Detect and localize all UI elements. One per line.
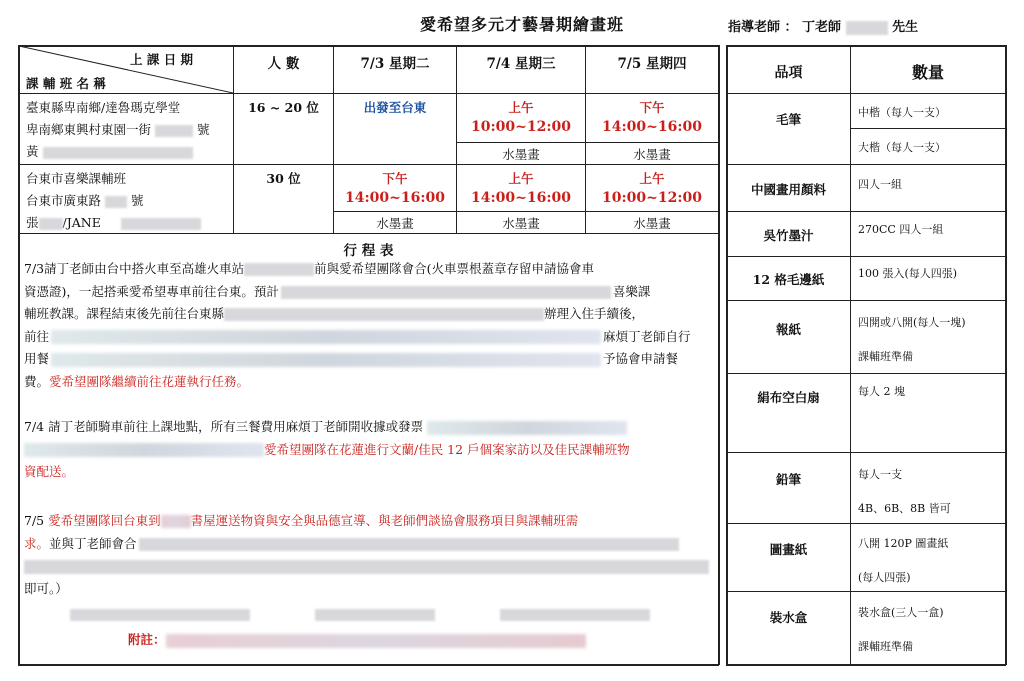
qty-water-box-2: 課輔班準備 [858, 640, 913, 653]
item-paper: 12 格毛邊紙 [752, 272, 825, 287]
qty-paper: 100 張入(每人四張) [858, 267, 958, 280]
qty-pencil-1: 每人一支 [858, 468, 902, 481]
qty-pencil-2: 4B、6B、8B 皆可 [858, 502, 951, 515]
itinerary-paragraph-3: 7/5 愛希望團隊回台東到 書屋運送物資與安全與品德宣導、與老師們談協會服務項目與課輔班需 求。並與丁老師會合 即可。） [24, 510, 714, 600]
materials-header-item: 品項 [774, 65, 803, 81]
row1-day3-period: 下午 [639, 100, 665, 115]
header-day-3: 7/5 星期四 [617, 56, 687, 72]
itinerary-heading: 行 程 表 [343, 243, 394, 259]
qty-water-box-1: 裝水盒(三人一盒) [858, 606, 944, 619]
item-pencil: 鉛筆 [775, 472, 801, 487]
teacher-label: 指導老師 ： 丁老師 [728, 20, 842, 35]
item-water-box: 裝水盒 [769, 610, 808, 625]
qty-brush-1: 中楷（每人一支） [858, 106, 946, 119]
qty-pigment: 四人一組 [858, 178, 902, 191]
row2-address: 台東市廣東路 號 [26, 193, 144, 208]
row2-contact: 張 /JANE [26, 213, 201, 231]
row1-day2-period: 上午 [508, 100, 534, 115]
qty-ink: 270CC 四人一組 [858, 223, 944, 236]
redacted-signature-line [70, 604, 650, 623]
qty-newspaper-2: 課輔班準備 [858, 350, 913, 363]
qty-fan: 每人 2 塊 [858, 385, 905, 398]
note-label: 附註： [128, 630, 586, 648]
row1-address: 卑南鄉東興村東園一街 號 [26, 122, 210, 137]
row1-contact: 黃 [26, 142, 193, 160]
header-date: 上 課 日 期 [130, 52, 194, 67]
item-ink: 吳竹墨汁 [763, 228, 814, 243]
item-drawing-paper: 圖畫紙 [769, 542, 808, 557]
row2-day3-subject: 水墨畫 [633, 216, 671, 231]
item-fan: 絹布空白扇 [757, 390, 820, 405]
header-count: 人 數 [267, 56, 300, 72]
item-newspaper: 報紙 [775, 322, 801, 337]
teacher-suffix: 先生 [892, 20, 919, 35]
row1-day3-subject: 水墨畫 [633, 147, 671, 162]
itinerary-paragraph-2: 7/4 請丁老師騎車前往上課地點，所有三餐費用麻煩丁老師開收據或發票 愛希望團隊在花蓮進行文蘭/佳民 12 戶個案家訪以及佳民課輔班物 資配送。 [24, 419, 630, 479]
teacher-line [728, 16, 918, 35]
row1-day2-time: 10:00~12:00 [471, 119, 571, 135]
redacted-name [846, 21, 888, 35]
header-day-1: 7/3 星期二 [360, 56, 430, 72]
row2-day1-subject: 水墨畫 [376, 216, 414, 231]
qty-drawing-paper-2: (每人四張) [858, 571, 911, 584]
qty-brush-2: 大楷（每人一支） [858, 141, 946, 154]
row1-count: 16 ~ 20 位 [248, 100, 319, 115]
row2-day3-period: 上午 [639, 171, 665, 186]
row1-day3-time: 14:00~16:00 [602, 119, 702, 135]
header-class: 課 輔 班 名 稱 [26, 76, 106, 91]
item-pigment: 中國畫用顏料 [750, 182, 826, 197]
row1-day1: 出發至台東 [363, 100, 427, 115]
row1-day2-subject: 水墨畫 [502, 147, 540, 162]
row2-day2-period: 上午 [508, 171, 534, 186]
row2-day2-subject: 水墨畫 [502, 216, 540, 231]
row2-day3-time: 10:00~12:00 [602, 190, 702, 206]
row2-count: 30 位 [266, 171, 301, 186]
document-title: 愛希望多元才藝暑期繪畫班 [420, 15, 625, 34]
item-brush: 毛筆 [775, 112, 801, 127]
qty-newspaper-1: 四開或八開(每人一塊) [858, 316, 966, 329]
row2-day1-time: 14:00~16:00 [345, 190, 445, 206]
row1-class-name: 臺東縣卑南鄉/達魯瑪克學堂 [26, 100, 181, 115]
header-day-2: 7/4 星期三 [486, 56, 556, 72]
itinerary-paragraph-1: 7/3請丁老師由台中搭火車至高雄火車站 前與愛希望團隊會合(火車票根蓋章存留申請協會車 資憑證)，一起搭乘愛希望專車前往台東。預計 喜樂課 輔班教課。課程結束後先前往台東縣 辦理入住手續後， 前往 麻煩丁老師自行 用餐 予協會申請餐 費。愛希望團隊繼續前往花蓮執行任務。 [24, 261, 691, 389]
row2-day2-time: 14:00~16:00 [471, 190, 571, 206]
row2-day1-period: 下午 [382, 171, 408, 186]
materials-header-qty: 數量 [911, 63, 944, 82]
qty-drawing-paper-1: 八開 120P 圖畫紙 [858, 537, 949, 550]
row2-class-name: 台東市喜樂課輔班 [26, 171, 127, 186]
